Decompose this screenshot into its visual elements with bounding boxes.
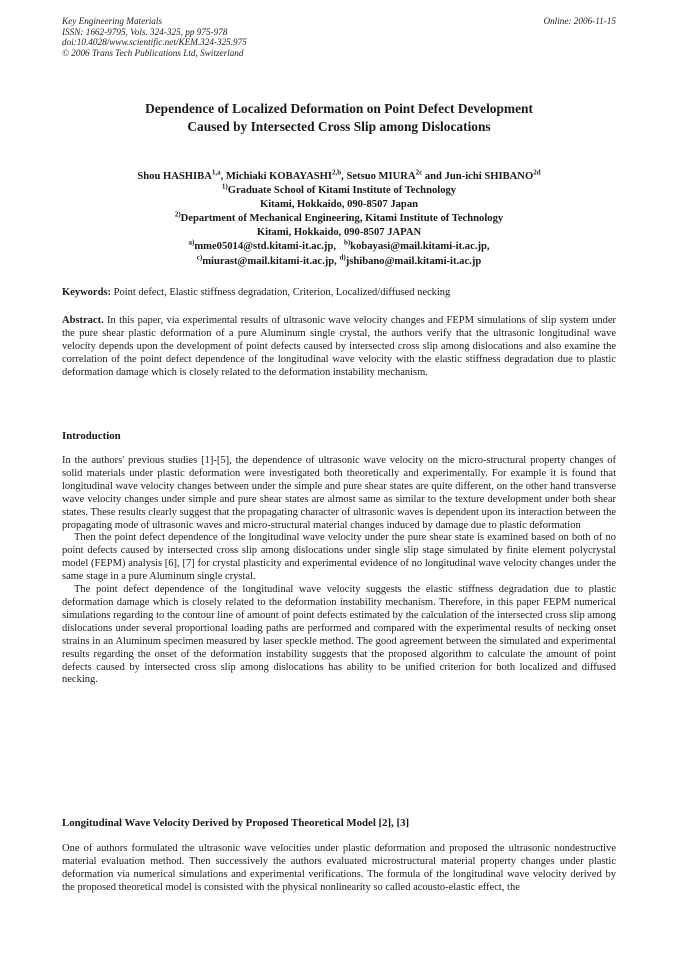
abstract-label: Abstract. — [62, 315, 104, 326]
title-line-2: Caused by Intersected Cross Slip among Dislocations — [187, 118, 491, 134]
introduction-heading: Introduction — [62, 430, 121, 442]
issn-line: ISSN: 1662-9795, Vols. 324-325, pp 975-978 — [62, 26, 228, 37]
online-date: Online: 2006-11-15 — [543, 16, 616, 26]
copyright-line: © 2006 Trans Tech Publications Ltd, Switzerland — [62, 47, 244, 58]
section-2-heading: Longitudinal Wave Velocity Derived by Proposed Theoretical Model [2], [3] — [62, 817, 410, 829]
author-3: , Setsuo MIURA — [341, 171, 416, 182]
intro-paragraph-2: Then the point defect dependence of the longitudinal wave velocity under the pure shear state is examined based on both of no point defects caused by intersected cross slip among dislocations under single slip stage simulated by finite element polycrystal model (FEPM) analysis [6], [7] for crystal plasticity and experimental evidence of no longitudinal wave velocity changes under the same stage in a pure Aluminum single crystal. — [62, 532, 616, 583]
section-2-body — [62, 843, 616, 895]
author-2: , Michiaki KOBAYASHI — [220, 171, 332, 182]
email-a-sup: a) — [188, 238, 195, 247]
keywords-text: Point defect, Elastic stiffness degradation, Criterion, Localized/diffused necking — [111, 287, 451, 298]
affiliation-1-address: Kitami, Hokkaido, 090-8507 Japan — [259, 199, 419, 211]
introduction-body — [62, 455, 616, 687]
email-d[interactable]: jshibano@mail.kitami-it.ac.jp — [345, 255, 482, 267]
email-d-sup: d) — [339, 253, 346, 262]
affiliation-1 — [62, 184, 616, 198]
author-3-sup: 2c — [415, 168, 423, 177]
keywords — [62, 287, 616, 300]
affiliation-2 — [62, 212, 616, 226]
affiliation-2-address: Kitami, Hokkaido, 090-8507 JAPAN — [256, 227, 422, 239]
keywords-label: Keywords: — [62, 287, 111, 298]
paper-title — [62, 100, 616, 135]
email-c[interactable]: miurast@mail.kitami-it.ac.jp, — [202, 255, 337, 267]
intro-paragraph-3: The point defect dependence of the longitudinal wave velocity suggests the elastic stiffness degradation due to plastic deformation damage which is closely related to the deformation instability mechanism. Therefore, in this paper FEPM numerical simulations regarding to the contour line of amount of point defects estimated by the calculation of the intersected cross slip among dislocations under several proportional loading paths are performed and compared with the experimental results of necking onset strains in an Aluminum specimen measured by laser speckle method. The good agreement between the simulated and experimental results regarding the onset of the deformation instability suggests that the proposed algorithm to calculate the amount of point defects caused by intersected cross slip among dislocations has ability to be unified criterion for both localized and diffused necking. — [62, 584, 616, 686]
author-block — [62, 170, 616, 269]
section-2-paragraph-1: One of authors formulated the ultrasonic wave velocities under plastic deformation and proposed the ultrasonic nondestructive material evaluation method. Then successively the authors evaluated microstructural material property changes under plastic deformation via numerical simulations and experimental verifications. The formula of the longitudinal wave velocity derived by the proposed theoretical model is consisted with the physical nonlinearity so called acousto-elastic effect, the — [62, 843, 616, 893]
abstract-text: In this paper, via experimental results of ultrasonic wave velocity changes and FEPM simulations of slip system under the pure shear plastic deformation of a pure Aluminum single crystal, the authors verify that the ultrasonic longitudinal wave velocity depends upon the development of point defects caused by intersected cross slip among dislocations and also examine the correlation of the point defect dependence of the longitudinal wave velocity with the elastic stiffness degradation due to plastic deformation damage which is closely related to the deformation instability mechanism. — [62, 315, 616, 378]
affiliation-2-sup: 2) — [174, 210, 181, 219]
affiliation-1-sup: 1) — [221, 182, 228, 191]
abstract — [62, 315, 616, 380]
doi-line[interactable]: doi:10.4028/www.scientific.net/KEM.324-325.975 — [62, 37, 247, 48]
email-c-sup: c) — [196, 253, 203, 262]
author-2-sup: 2,b — [332, 168, 342, 177]
author-line — [62, 170, 616, 184]
affiliation-1-name: Graduate School of Kitami Institute of Technology — [227, 185, 457, 197]
affiliation-2-name: Department of Mechanical Engineering, Kitami Institute of Technology — [180, 213, 504, 225]
email-a[interactable]: mme05014@std.kitami-it.ac.jp, — [194, 241, 336, 253]
journal-header — [62, 16, 247, 58]
email-b[interactable]: kobayasi@mail.kitami-it.ac.jp, — [350, 241, 490, 253]
intro-paragraph-1: In the authors' previous studies [1]-[5], the dependence of ultrasonic wave velocity on the micro-structural property changes of solid materials under plastic deformation were investigated both theoretically and experimentally. For example it is found that longitudinal wave velocity changes between under the simple and pure shear states are quite different, on the other hand transverse wave velocity changes under simple and pure shear states are almost same as similar to the texture development under both shear states. These results clearly suggest that the propagating character of ultrasonic waves is dependent upon its interaction between the propagating mode of ultrasonic waves and micro-structural material changes induced by damage due to plastic deformation — [62, 455, 616, 531]
author-1: Shou HASHIBA — [137, 171, 212, 182]
email-line-2 — [62, 255, 616, 269]
author-1-sup: 1,a — [211, 168, 221, 177]
author-4-sup: 2d — [533, 168, 541, 177]
author-4: and Jun-ichi SHIBANO — [422, 171, 534, 182]
email-b-sup: b) — [343, 238, 351, 247]
journal-name: Key Engineering Materials — [62, 16, 163, 26]
title-line-1: Dependence of Localized Deformation on Point Defect Development — [145, 101, 533, 116]
